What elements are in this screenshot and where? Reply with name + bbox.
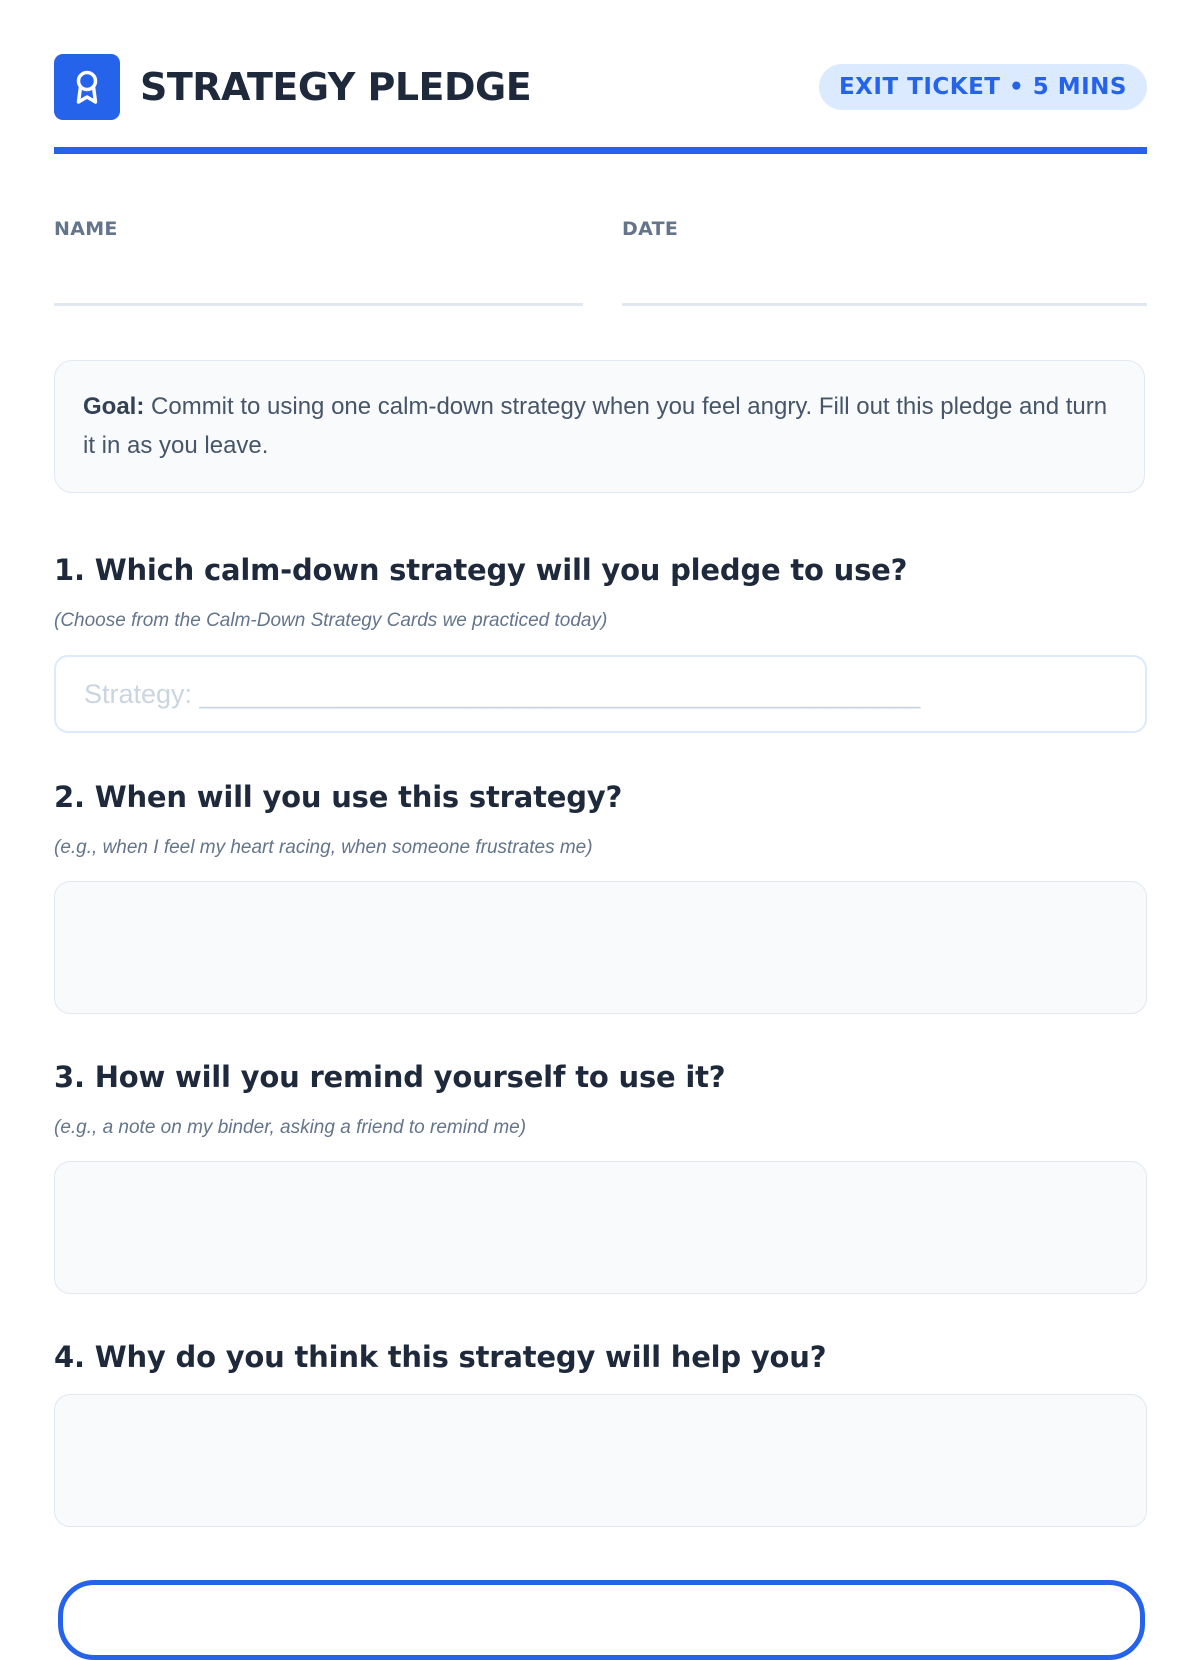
question-2-title: 2. When will you use this strategy? [54, 780, 623, 814]
name-label: NAME [54, 218, 118, 240]
goal-label: Goal: [83, 393, 145, 420]
question-1-title: 1. Which calm-down strategy will you pledge to use? [54, 553, 908, 587]
goal-box [54, 360, 1145, 493]
question-3-answer-box[interactable] [54, 1161, 1147, 1294]
question-1-hint: (Choose from the Calm-Down Strategy Cards we practiced today) [54, 610, 608, 631]
exit-ticket-badge: EXIT TICKET • 5 MINS [819, 64, 1147, 110]
question-3-title: 3. How will you remind yourself to use it? [54, 1060, 726, 1094]
question-2-hint: (e.g., when I feel my heart racing, when someone frustrates me) [54, 837, 593, 858]
question-4-answer-box[interactable] [54, 1394, 1147, 1527]
header [54, 54, 1147, 120]
question-3-hint: (e.g., a note on my binder, asking a friend to remind me) [54, 1117, 527, 1138]
question-2-answer-box[interactable] [54, 881, 1147, 1014]
pledge-signature-card [58, 1580, 1145, 1660]
header-divider [54, 147, 1147, 154]
award-ribbon-icon [54, 54, 120, 120]
date-field[interactable] [622, 303, 1147, 306]
page-title: STRATEGY PLEDGE [140, 65, 532, 109]
date-label: DATE [622, 218, 679, 240]
question-4-title: 4. Why do you think this strategy will help you? [54, 1340, 827, 1374]
logo [54, 54, 120, 120]
name-field[interactable] [54, 303, 583, 306]
strategy-input[interactable]: Strategy: ________________________________________________ [54, 655, 1147, 733]
goal-text: Commit to using one calm-down strategy when you feel angry. Fill out this pledge and turn it in as you leave. [83, 393, 1108, 459]
